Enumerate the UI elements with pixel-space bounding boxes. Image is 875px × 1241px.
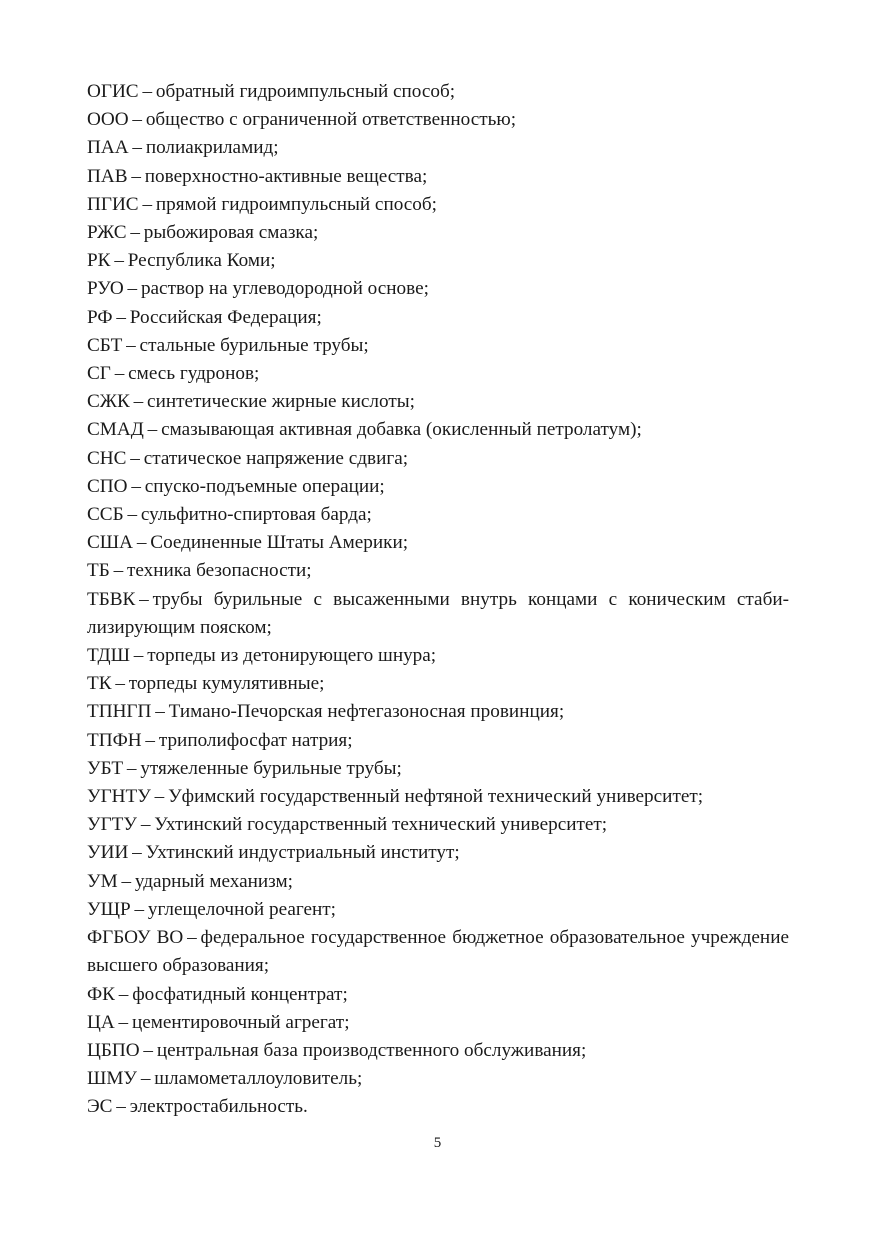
abbreviation-term: РФ <box>87 306 113 328</box>
abbreviation-separator: – <box>147 419 158 441</box>
abbreviation-definition: полиакриламид; <box>145 137 279 159</box>
abbreviation-definition: фосфатидный концентрат; <box>132 983 348 1005</box>
abbreviation-separator: – <box>145 729 156 751</box>
abbreviation-entry <box>87 1093 789 1121</box>
abbreviation-definition: Тимано-Печорская нефтегазоносная провинция; <box>168 701 565 723</box>
abbreviation-term: ТПНГП <box>87 701 152 723</box>
abbreviation-entry <box>87 727 789 755</box>
abbreviation-term: ТК <box>87 673 112 695</box>
abbreviation-entry <box>87 275 789 303</box>
abbreviation-entry <box>87 106 789 134</box>
abbreviation-definition: Ухтинский государственный технический университет; <box>154 814 608 836</box>
abbreviation-entry <box>87 642 789 670</box>
abbreviation-separator: – <box>131 475 141 497</box>
abbreviation-term: СНС <box>87 447 127 469</box>
abbreviation-term: ТБВК <box>87 588 136 610</box>
abbreviation-term: США <box>87 532 134 554</box>
abbreviation-entry <box>87 134 789 162</box>
abbreviation-entry <box>87 78 789 106</box>
abbreviation-term: ТБ <box>87 560 110 582</box>
abbreviation-separator: – <box>143 1039 154 1061</box>
abbreviation-term: ЭС <box>87 1096 113 1118</box>
abbreviation-term: ТДШ <box>87 645 130 667</box>
abbreviation-separator: – <box>126 757 137 779</box>
abbreviation-definition: федеральное государственное бюджетное образовательное учреждение высшего образования; <box>87 927 789 977</box>
abbreviation-definition: ударный механизм; <box>134 870 293 892</box>
abbreviation-separator: – <box>115 673 125 695</box>
abbreviation-term: ШМУ <box>87 1068 138 1090</box>
abbreviation-separator: – <box>121 870 132 892</box>
abbreviation-definition: обратный гидроимпульсный способ; <box>155 81 456 102</box>
abbreviation-term: ЦА <box>87 1011 115 1033</box>
abbreviation-definition: шламометаллоуловитель; <box>154 1068 363 1090</box>
abbreviation-term: УГНТУ <box>87 786 151 808</box>
abbreviation-term: УИИ <box>87 842 129 864</box>
abbreviation-separator: – <box>133 391 144 413</box>
abbreviation-definition: рыбожировая смазка; <box>143 222 319 244</box>
abbreviation-separator: – <box>127 504 138 526</box>
abbreviation-separator: – <box>132 137 142 159</box>
abbreviation-term: СМАД <box>87 419 144 441</box>
abbreviation-term: УБТ <box>87 757 124 779</box>
abbreviation-entry <box>87 219 789 247</box>
abbreviation-entry <box>87 388 789 416</box>
abbreviation-definition: триполифосфат натрия; <box>158 729 353 751</box>
abbreviation-definition: центральная база производственного обслуживания; <box>156 1039 587 1061</box>
abbreviation-definition: синтетические жирные кислоты; <box>147 391 415 413</box>
abbreviation-entry <box>87 557 789 585</box>
abbreviation-entry <box>87 783 789 811</box>
abbreviation-separator: – <box>116 1096 126 1118</box>
abbreviation-separator: – <box>139 588 149 610</box>
abbreviation-entry <box>87 191 789 219</box>
abbreviation-entry <box>87 1065 789 1093</box>
abbreviation-entry <box>87 670 789 698</box>
abbreviation-definition: углещелочной реагент; <box>147 898 336 920</box>
abbreviation-term: ООО <box>87 109 129 131</box>
abbreviation-entry <box>87 755 789 783</box>
abbreviation-term: СГ <box>87 363 111 385</box>
abbreviation-entry <box>87 586 789 642</box>
abbreviation-definition: раствор на углеводородной основе; <box>140 278 429 300</box>
abbreviation-separator: – <box>133 645 144 667</box>
abbreviation-definition: торпеды кумулятивные; <box>128 673 325 695</box>
abbreviation-term: ССБ <box>87 504 124 526</box>
abbreviation-entry <box>87 1037 789 1065</box>
abbreviation-entry <box>87 839 789 867</box>
abbreviation-term: СПО <box>87 475 128 497</box>
abbreviation-definition: сульфитно-спиртовая барда; <box>140 504 372 526</box>
abbreviation-separator: – <box>130 447 140 469</box>
abbreviation-separator: – <box>155 701 165 723</box>
abbreviation-term: УГТУ <box>87 814 137 836</box>
abbreviation-definition: Российская Федерация; <box>129 306 322 328</box>
abbreviation-separator: – <box>142 81 153 102</box>
abbreviation-entry <box>87 501 789 529</box>
abbreviation-entry <box>87 247 789 275</box>
abbreviation-separator: – <box>126 334 136 356</box>
abbreviation-entry <box>87 1009 789 1037</box>
abbreviation-definition: электростабильность. <box>129 1096 308 1118</box>
abbreviation-term: ПАА <box>87 137 129 159</box>
abbreviation-separator: – <box>131 165 141 187</box>
abbreviation-separator: – <box>187 927 197 949</box>
abbreviation-definition: Уфимский государственный нефтяной технический университет; <box>168 786 704 808</box>
abbreviation-term: ЦБПО <box>87 1039 140 1061</box>
abbreviation-separator: – <box>127 278 138 300</box>
abbreviation-entry <box>87 304 789 332</box>
abbreviation-term: СБТ <box>87 334 123 356</box>
abbreviation-definition: спуско-подъемные операции; <box>144 475 385 497</box>
abbreviation-definition: Соединенные Штаты Америки; <box>150 532 409 554</box>
abbreviation-term: УЩР <box>87 898 131 920</box>
abbreviation-separator: – <box>114 250 124 272</box>
abbreviation-term: ОГИС <box>87 81 139 102</box>
abbreviation-separator: – <box>130 222 140 244</box>
abbreviation-list <box>87 78 789 1122</box>
abbreviation-term: ФК <box>87 983 115 1005</box>
abbreviation-term: РЖС <box>87 222 127 244</box>
abbreviation-entry <box>87 445 789 473</box>
abbreviation-term: ФГБОУ ВО <box>87 927 184 949</box>
abbreviation-entry <box>87 332 789 360</box>
abbreviation-separator: – <box>116 306 126 328</box>
abbreviation-definition: цементировочный агрегат; <box>131 1011 350 1033</box>
abbreviation-term: ПГИС <box>87 193 139 215</box>
abbreviation-term: СЖК <box>87 391 130 413</box>
abbreviation-separator: – <box>114 363 125 385</box>
abbreviation-separator: – <box>154 786 165 808</box>
page-number: 5 <box>433 1135 442 1151</box>
abbreviation-entry <box>87 811 789 839</box>
abbreviation-definition: общество с ограниченной ответственностью; <box>145 109 517 131</box>
abbreviation-term: РУО <box>87 278 124 300</box>
abbreviation-entry <box>87 698 789 726</box>
abbreviation-term: ТПФН <box>87 729 142 751</box>
abbreviation-separator: – <box>118 1011 129 1033</box>
abbreviation-definition: техника безопасности; <box>127 560 312 582</box>
abbreviation-separator: – <box>132 109 142 131</box>
abbreviation-definition: поверхностно-активные вещества; <box>144 165 428 187</box>
abbreviation-entry <box>87 868 789 896</box>
abbreviation-entry <box>87 163 789 191</box>
abbreviation-entry <box>87 473 789 501</box>
abbreviation-definition: торпеды из детонирующего шнура; <box>147 645 437 667</box>
abbreviation-entry <box>87 924 789 980</box>
abbreviation-separator: – <box>134 898 145 920</box>
abbreviation-definition: трубы бурильные с высаженными внутрь концами с коническим стабилизирующим пояском; <box>87 588 789 638</box>
abbreviation-entry <box>87 981 789 1009</box>
abbreviation-term: РК <box>87 250 111 272</box>
abbreviation-separator: – <box>140 1068 151 1090</box>
abbreviation-term: УМ <box>87 870 118 892</box>
abbreviation-entry <box>87 416 789 444</box>
abbreviation-definition: смесь гудронов; <box>128 363 260 385</box>
abbreviation-definition: статическое напряжение сдвига; <box>143 447 409 469</box>
abbreviation-separator: – <box>113 560 124 582</box>
abbreviation-definition: стальные бурильные трубы; <box>139 334 369 356</box>
abbreviation-separator: – <box>142 193 153 215</box>
abbreviation-definition: утяжеленные бурильные трубы; <box>140 757 402 779</box>
abbreviation-separator: – <box>132 842 142 864</box>
abbreviation-entry <box>87 529 789 557</box>
abbreviation-definition: смазывающая активная добавка (окисленный петролатум); <box>161 419 642 441</box>
abbreviation-separator: – <box>136 532 147 554</box>
abbreviation-separator: – <box>140 814 151 836</box>
abbreviation-separator: – <box>118 983 129 1005</box>
abbreviation-definition: прямой гидроимпульсный способ; <box>155 193 437 215</box>
abbreviation-definition: Республика Коми; <box>127 250 276 272</box>
abbreviation-entry <box>87 360 789 388</box>
abbreviation-term: ПАВ <box>87 165 128 187</box>
abbreviation-definition: Ухтинский индустриальный институт; <box>145 842 460 864</box>
abbreviation-entry <box>87 896 789 924</box>
